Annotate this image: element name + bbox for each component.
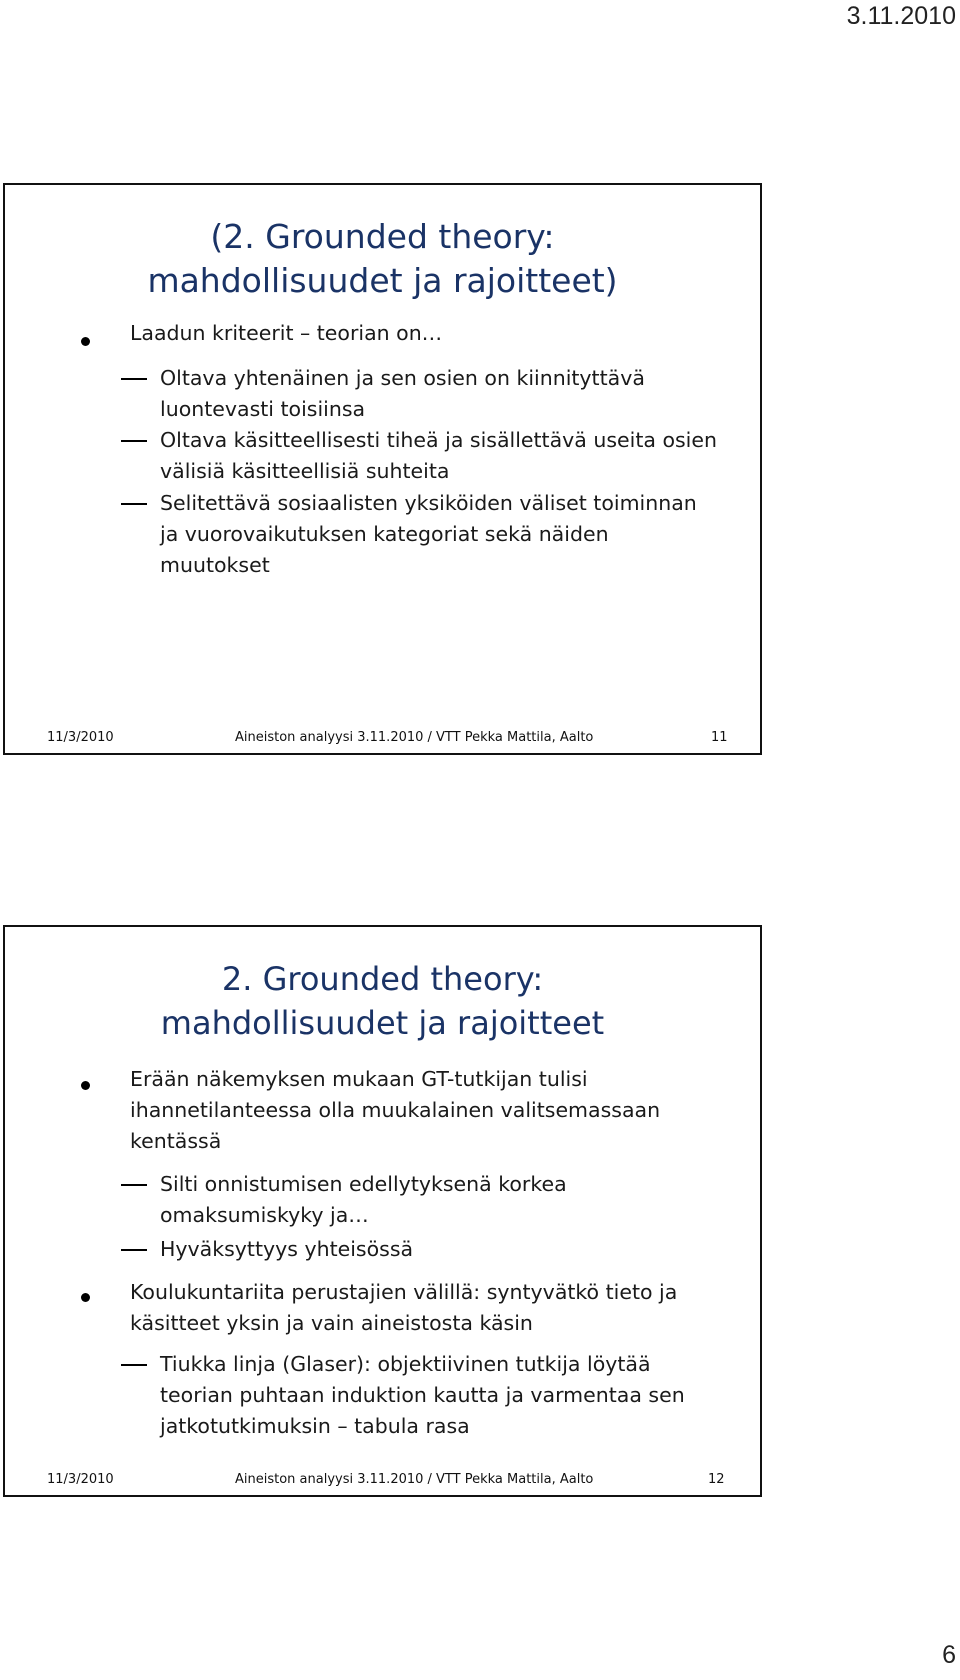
bullet-item bbox=[130, 1277, 730, 1339]
sub-bullet-item bbox=[160, 363, 730, 425]
dash-icon bbox=[121, 1184, 147, 1186]
footer-date: 11/3/2010 bbox=[47, 730, 114, 745]
line: Selitettävä sosiaalisten yksiköiden väliset toiminnan bbox=[160, 491, 697, 515]
line: kentässä bbox=[130, 1129, 222, 1153]
slide-number: 11 bbox=[711, 730, 728, 745]
line: teorian puhtaan induktion kautta ja varmentaa sen bbox=[160, 1383, 685, 1407]
slide-12 bbox=[3, 925, 762, 1497]
title-line-1: (2. Grounded theory: bbox=[210, 217, 555, 256]
line: Oltava yhtenäinen ja sen osien on kiinnityttävä bbox=[160, 366, 645, 390]
bullet-dot-icon bbox=[81, 1081, 90, 1090]
line: ja vuorovaikutuksen kategoriat sekä näiden bbox=[160, 522, 609, 546]
title-line-2: mahdollisuudet ja rajoitteet bbox=[160, 1004, 605, 1042]
slide-11 bbox=[3, 183, 762, 755]
line: Silti onnistumisen edellytyksenä korkea bbox=[160, 1172, 567, 1196]
line: Koulukuntariita perustajien välillä: syntyvätkö tieto ja bbox=[130, 1280, 678, 1304]
line: käsitteet yksin ja vain aineistosta käsin bbox=[130, 1311, 533, 1335]
line: muutokset bbox=[160, 553, 270, 577]
line: Erään näkemyksen mukaan GT-tutkijan tulisi bbox=[130, 1067, 588, 1091]
dash-icon bbox=[121, 1249, 147, 1251]
dash-icon bbox=[121, 440, 147, 442]
dash-icon bbox=[121, 503, 147, 505]
dash-icon bbox=[121, 378, 147, 380]
line: jatkotutkimuksin – tabula rasa bbox=[160, 1414, 470, 1438]
title-line-2: mahdollisuudet ja rajoitteet) bbox=[147, 261, 618, 300]
footer-center: Aineiston analyysi 3.11.2010 / VTT Pekka Mattila, Aalto bbox=[235, 730, 594, 745]
bullet-dot-icon bbox=[81, 1293, 90, 1302]
line: Tiukka linja (Glaser): objektiivinen tutkija löytää bbox=[160, 1352, 651, 1376]
sub-bullet-item bbox=[160, 1349, 730, 1442]
line: välisiä käsitteellisiä suhteita bbox=[160, 459, 450, 483]
slide-number: 12 bbox=[708, 1472, 725, 1487]
line: Hyväksyttyys yhteisössä bbox=[160, 1237, 414, 1261]
line: Oltava käsitteellisesti tiheä ja sisällettävä useita osien bbox=[160, 428, 717, 452]
bullet-item: Laadun kriteerit – teorian on… bbox=[130, 321, 443, 345]
title-line-1: 2. Grounded theory: bbox=[221, 960, 544, 998]
line: ihannetilanteessa olla muukalainen valitsemassaan bbox=[130, 1098, 661, 1122]
sub-bullet-item bbox=[160, 1169, 730, 1231]
bullet-dot-icon bbox=[81, 337, 90, 346]
footer-center: Aineiston analyysi 3.11.2010 / VTT Pekka Mattila, Aalto bbox=[235, 1472, 594, 1487]
line: luontevasti toisiinsa bbox=[160, 397, 366, 421]
slide-title bbox=[5, 215, 760, 303]
line: omaksumiskyky ja… bbox=[160, 1203, 369, 1227]
sub-bullet-item bbox=[160, 1234, 730, 1265]
bullet-item bbox=[130, 1064, 730, 1157]
slide-title bbox=[5, 957, 760, 1045]
sub-bullet-item bbox=[160, 488, 730, 581]
dash-icon bbox=[121, 1364, 147, 1366]
page-date: 3.11.2010 bbox=[846, 2, 956, 30]
footer-date: 11/3/2010 bbox=[47, 1472, 114, 1487]
sub-bullet-item bbox=[160, 425, 730, 487]
page-number: 6 bbox=[942, 1641, 956, 1669]
